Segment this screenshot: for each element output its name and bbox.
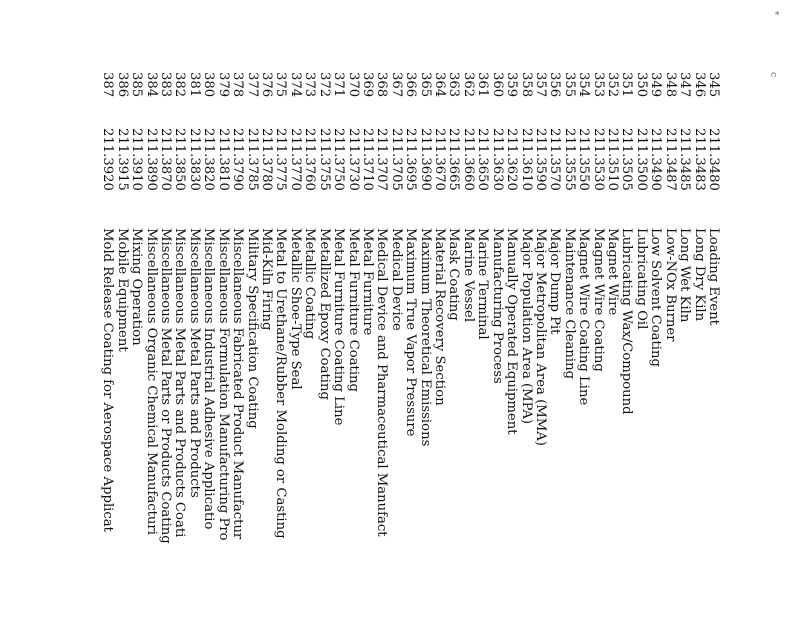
section-code: 211.3483	[691, 128, 707, 191]
section-code: 211.3695	[403, 128, 419, 191]
section-code: 211.3890	[143, 128, 159, 191]
item-number: 377	[244, 72, 260, 98]
term-name: Marine Vessel	[460, 228, 476, 323]
section-code: 211.3650	[475, 128, 491, 191]
item-number: 368	[374, 72, 390, 98]
item-number: 371	[331, 72, 347, 98]
section-code: 211.3810	[215, 128, 231, 191]
list-item	[172, 0, 186, 618]
list-item	[201, 0, 215, 618]
item-number: 357	[532, 72, 548, 98]
item-number: 364	[432, 72, 448, 98]
section-code: 211.3707	[374, 128, 390, 191]
item-number: 365	[417, 72, 433, 98]
item-number: 369	[359, 72, 375, 98]
section-code: 211.3555	[561, 128, 577, 191]
section-code: 211.3487	[662, 128, 678, 191]
list-item	[418, 0, 432, 618]
item-number: 355	[561, 72, 577, 98]
list-item	[230, 0, 244, 618]
section-code: 211.3530	[590, 128, 606, 191]
list-item	[619, 0, 633, 618]
list-item	[461, 0, 475, 618]
list-item	[346, 0, 360, 618]
term-name: Miscellaneous Fabricated Product Manufactur	[230, 228, 246, 540]
term-name: Metallic Coating	[302, 228, 318, 340]
list-item	[389, 0, 403, 618]
term-name: Miscellaneous Formulation Manufacturing Pro	[215, 228, 231, 541]
item-number: 358	[518, 72, 534, 98]
item-number: 366	[403, 72, 419, 98]
section-code: 211.3915	[114, 128, 130, 191]
item-number: 387	[100, 72, 116, 98]
term-name: Maximum True Vapor Pressure	[403, 228, 419, 437]
item-number: 352	[605, 72, 621, 98]
list-item	[519, 0, 533, 618]
item-number: 382	[172, 72, 188, 98]
section-code: 211.3870	[158, 128, 174, 191]
section-code: 211.3790	[230, 128, 246, 191]
item-number: 385	[129, 72, 145, 98]
section-code: 211.3780	[258, 128, 274, 191]
list-item	[475, 0, 489, 618]
term-name: Mask Coating	[446, 228, 462, 321]
section-code: 211.3775	[273, 128, 289, 191]
section-code: 211.3620	[504, 128, 520, 191]
item-number: 353	[590, 72, 606, 98]
list-item	[547, 0, 561, 618]
item-number: 363	[446, 72, 462, 98]
section-code: 211.3660	[460, 128, 476, 191]
term-name: Metallized Epoxy Coating	[316, 228, 332, 400]
term-name: Long Dry Kiln	[691, 228, 707, 322]
item-number: 346	[691, 72, 707, 98]
item-number: 360	[489, 72, 505, 98]
section-code: 211.3610	[518, 128, 534, 191]
term-name: Maintenance Cleaning	[561, 228, 577, 380]
section-code: 211.3490	[648, 128, 664, 191]
section-code: 211.3500	[633, 128, 649, 191]
list-item	[677, 0, 691, 618]
item-number: 376	[258, 72, 274, 98]
item-number: 370	[345, 72, 361, 98]
term-name: Metal Furniture	[359, 228, 375, 336]
list-item	[692, 0, 706, 618]
section-code: 211.3665	[446, 128, 462, 191]
list-item	[144, 0, 158, 618]
list-item	[591, 0, 605, 618]
item-number: 351	[619, 72, 635, 98]
list-item	[576, 0, 590, 618]
list-item	[663, 0, 677, 618]
list-item	[259, 0, 273, 618]
section-code: 211.3830	[186, 128, 202, 191]
term-name: Medical Device	[388, 228, 404, 331]
list-item	[648, 0, 662, 618]
term-name: Mid-Kiln Firing	[258, 228, 274, 331]
section-code: 211.3505	[619, 128, 635, 191]
section-code: 211.3570	[547, 128, 563, 191]
term-name: Metal to Urethane/Rubber Molding or Casting	[273, 228, 289, 539]
section-code: 211.3590	[532, 128, 548, 191]
list-item	[403, 0, 417, 618]
term-name: Major Metropolitan Area (MMA)	[532, 228, 548, 446]
term-name: Maximum Theoretical Emissions	[417, 228, 433, 447]
section-code: 211.3710	[359, 128, 375, 191]
term-name: Miscellaneous Metal Parts and Products Coati	[172, 228, 188, 538]
section-code: 211.3820	[201, 128, 217, 191]
list-item	[158, 0, 172, 618]
list-item	[302, 0, 316, 618]
item-number: 356	[547, 72, 563, 98]
list-item	[129, 0, 143, 618]
section-code: 211.3705	[388, 128, 404, 191]
section-code: 211.3730	[345, 128, 361, 191]
term-name: Mold Release Coating for Aerospace Applicat	[100, 228, 116, 532]
term-name: Miscellaneous Metal Parts and Products	[186, 228, 202, 498]
term-name: Manually Operated Equipment	[504, 228, 520, 435]
item-number: 367	[388, 72, 404, 98]
item-number: 359	[504, 72, 520, 98]
item-number: 378	[230, 72, 246, 98]
list-item	[273, 0, 287, 618]
list-item	[100, 0, 114, 618]
list-item	[446, 0, 460, 618]
item-number: 373	[302, 72, 318, 98]
list-item	[288, 0, 302, 618]
section-code: 211.3755	[316, 128, 332, 191]
list-item	[504, 0, 518, 618]
section-code: 211.3480	[706, 128, 721, 191]
list-item	[360, 0, 374, 618]
term-name: Low-NOx Burner	[662, 228, 678, 342]
section-code: 211.3510	[605, 128, 621, 191]
section-code: 211.3690	[417, 128, 433, 191]
list-item	[331, 0, 345, 618]
item-number: 354	[576, 72, 592, 98]
term-name: Lubricating Wax/Compound	[619, 228, 635, 415]
list-item	[216, 0, 230, 618]
section-code: 211.3550	[576, 128, 592, 191]
list-item	[490, 0, 504, 618]
term-name: Loading Event	[706, 228, 721, 326]
item-number: 348	[662, 72, 678, 98]
item-number: 347	[677, 72, 693, 98]
item-number: 345	[706, 72, 721, 98]
item-number: 361	[475, 72, 491, 98]
section-code: 211.3760	[302, 128, 318, 191]
list-item	[432, 0, 446, 618]
section-code: 211.3910	[129, 128, 145, 191]
item-number: 379	[215, 72, 231, 98]
term-name: Magnet Wire	[605, 228, 621, 316]
list-item	[245, 0, 259, 618]
item-number: 383	[158, 72, 174, 98]
section-code: 211.3850	[172, 128, 188, 191]
list-item	[634, 0, 648, 618]
section-code: 211.3750	[331, 128, 347, 191]
section-code: 211.3670	[432, 128, 448, 191]
term-name: Miscellaneous Industrial Adhesive Applicatio	[201, 228, 217, 530]
term-name: Low Solvent Coating	[648, 228, 664, 367]
section-code: 211.3785	[244, 128, 260, 191]
term-name: Major Dump Pit	[547, 228, 563, 335]
term-name: Metallic Shoe-Type Seal	[287, 228, 303, 390]
term-name: Mixing Operation	[129, 228, 145, 346]
term-name: Medical Device and Pharmaceutical Manufact	[374, 228, 390, 537]
term-name: Miscellaneous Organic Chemical Manufacturi	[143, 228, 159, 535]
item-number: 384	[143, 72, 159, 98]
term-name: Major Population Area (MPA)	[518, 228, 534, 424]
term-name: Marine Terminal	[475, 228, 491, 340]
term-name: Military Specification Coating	[244, 228, 260, 429]
item-number: 375	[273, 72, 289, 98]
list-item	[115, 0, 129, 618]
item-number: 372	[316, 72, 332, 98]
item-number: 362	[460, 72, 476, 98]
list-item	[374, 0, 388, 618]
term-name: Manufacturing Process	[489, 228, 505, 384]
term-name: Metal Furniture Coating Line	[331, 228, 347, 426]
section-code: 211.3630	[489, 128, 505, 191]
scan-speck: *	[775, 11, 780, 21]
list-item	[187, 0, 201, 618]
term-name: Metal Furniture Coating	[345, 228, 361, 392]
scan-speck: c	[768, 71, 779, 78]
item-number: 381	[186, 72, 202, 98]
item-number: 374	[287, 72, 303, 98]
term-name: Lubricating Oil	[633, 228, 649, 330]
term-name: Magnet Wire Coating	[590, 228, 606, 372]
list-item	[317, 0, 331, 618]
list-item	[605, 0, 619, 618]
list-item	[533, 0, 547, 618]
term-name: Long Wet Kiln	[677, 228, 693, 323]
term-name: Miscellaneous Metal Parts or Products Coating	[158, 228, 174, 544]
item-number: 386	[114, 72, 130, 98]
section-code: 211.3770	[287, 128, 303, 191]
item-number: 350	[633, 72, 649, 98]
section-code: 211.3920	[100, 128, 116, 191]
term-name: Magnet Wire Coating Line	[576, 228, 592, 406]
list-item	[562, 0, 576, 618]
item-number: 380	[201, 72, 217, 98]
list-item	[706, 0, 720, 618]
term-name: Material Recovery Section	[432, 228, 448, 406]
section-code: 211.3485	[677, 128, 693, 191]
term-name: Mobile Equipment	[114, 228, 130, 352]
item-number: 349	[648, 72, 664, 98]
